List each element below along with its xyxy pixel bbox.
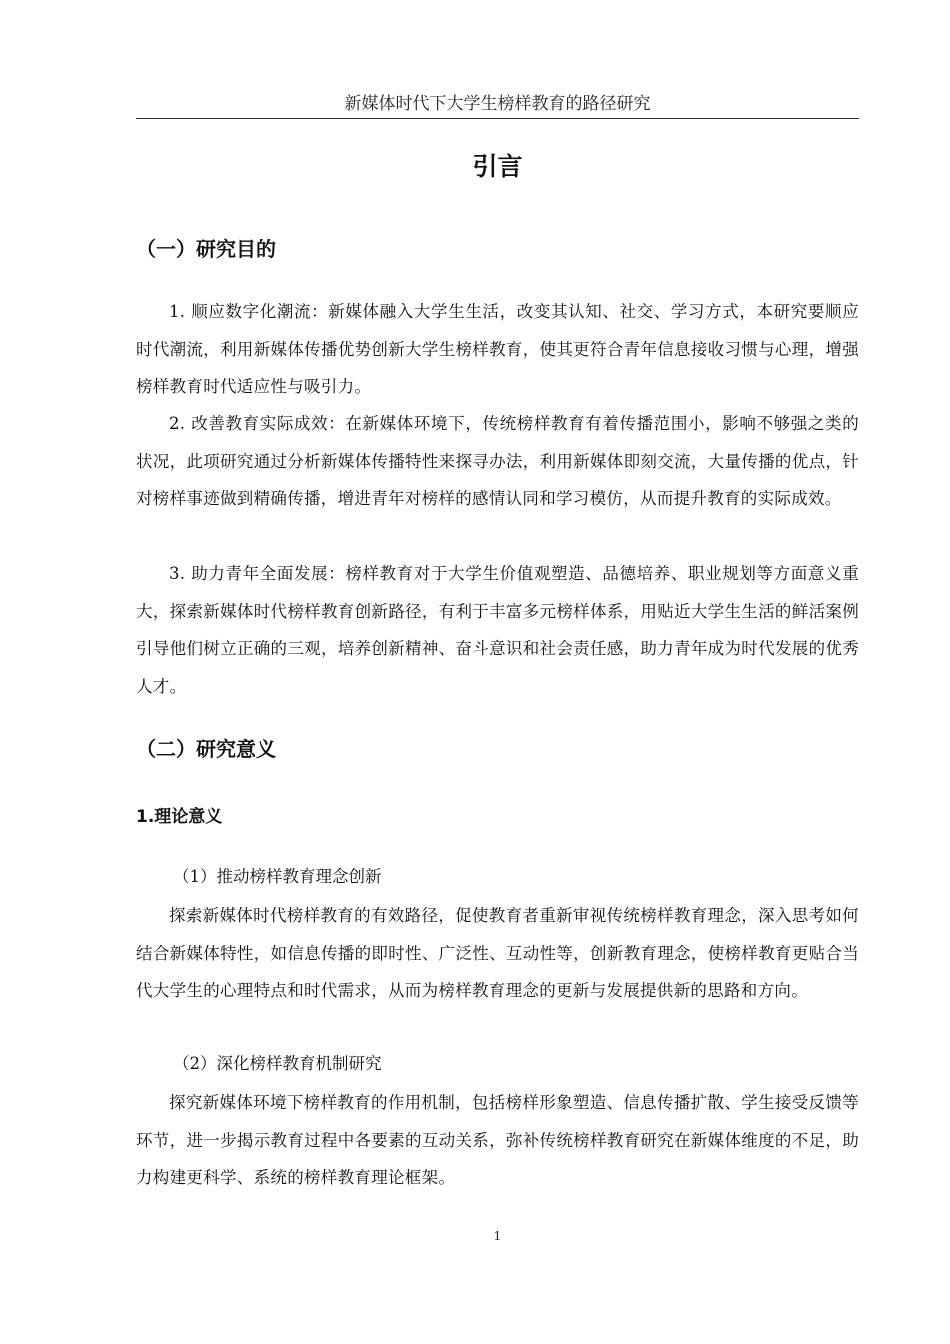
purpose-paragraph-1: 1. 顺应数字化潮流：新媒体融入大学生生活，改变其认知、社交、学习方式，本研究要顺应时代潮流，利用新媒体传播优势创新大学生榜样教育，使其更符合青年信息接收习惯与心理，增强榜样教育时代适应性与吸引力。 — [136, 302, 859, 396]
item-paragraph-2: 探究新媒体环境下榜样教育的作用机制，包括榜样形象塑造、信息传播扩散、学生接受反馈等环节，进一步揭示教育过程中各要素的互动关系，弥补传统榜样教育研究在新媒体维度的不足，助力构建更科学、系统的榜样教育理论框架。 — [136, 1093, 859, 1187]
page-title: 引言 — [472, 152, 523, 181]
page-number: 1 — [493, 1229, 502, 1243]
header-divider — [136, 118, 859, 119]
section-heading-purpose: （一）研究目的 — [136, 237, 276, 261]
running-header: 新媒体时代下大学生榜样教育的路径研究 — [344, 94, 651, 114]
purpose-paragraph-2: 2. 改善教育实际成效：在新媒体环境下，传统榜样教育有着传播范围小，影响不够强之类的状况，此项研究通过分析新媒体传播特性来探寻办法，利用新媒体即刻交流，大量传播的优点，针对榜样事迹做到精确传播，增进青年对榜样的感情认同和学习模仿，从而提升教育的实际成效。 — [136, 414, 859, 508]
section-heading-significance: （二）研究意义 — [136, 737, 276, 761]
item-label-2: （2）深化榜样教育机制研究 — [173, 1054, 382, 1073]
item-label-1: （1）推动榜样教育理念创新 — [173, 867, 382, 886]
purpose-paragraph-3: 3. 助力青年全面发展：榜样教育对于大学生价值观塑造、品德培养、职业规划等方面意义重大，探索新媒体时代榜样教育创新路径，有利于丰富多元榜样体系，用贴近大学生生活的鲜活案例引导他们树立正确的三观，培养创新精神、奋斗意识和社会责任感，助力青年成为时代发展的优秀人才。 — [136, 564, 859, 696]
subsection-heading-theory: 1.理论意义 — [136, 807, 223, 827]
item-paragraph-1: 探索新媒体时代榜样教育的有效路径，促使教育者重新审视传统榜样教育理念，深入思考如何结合新媒体特性，如信息传播的即时性、广泛性、互动性等，创新教育理念，使榜样教育更贴合当代大学生的心理特点和时代需求，从而为榜样教育理念的更新与发展提供新的思路和方向。 — [136, 906, 859, 1000]
